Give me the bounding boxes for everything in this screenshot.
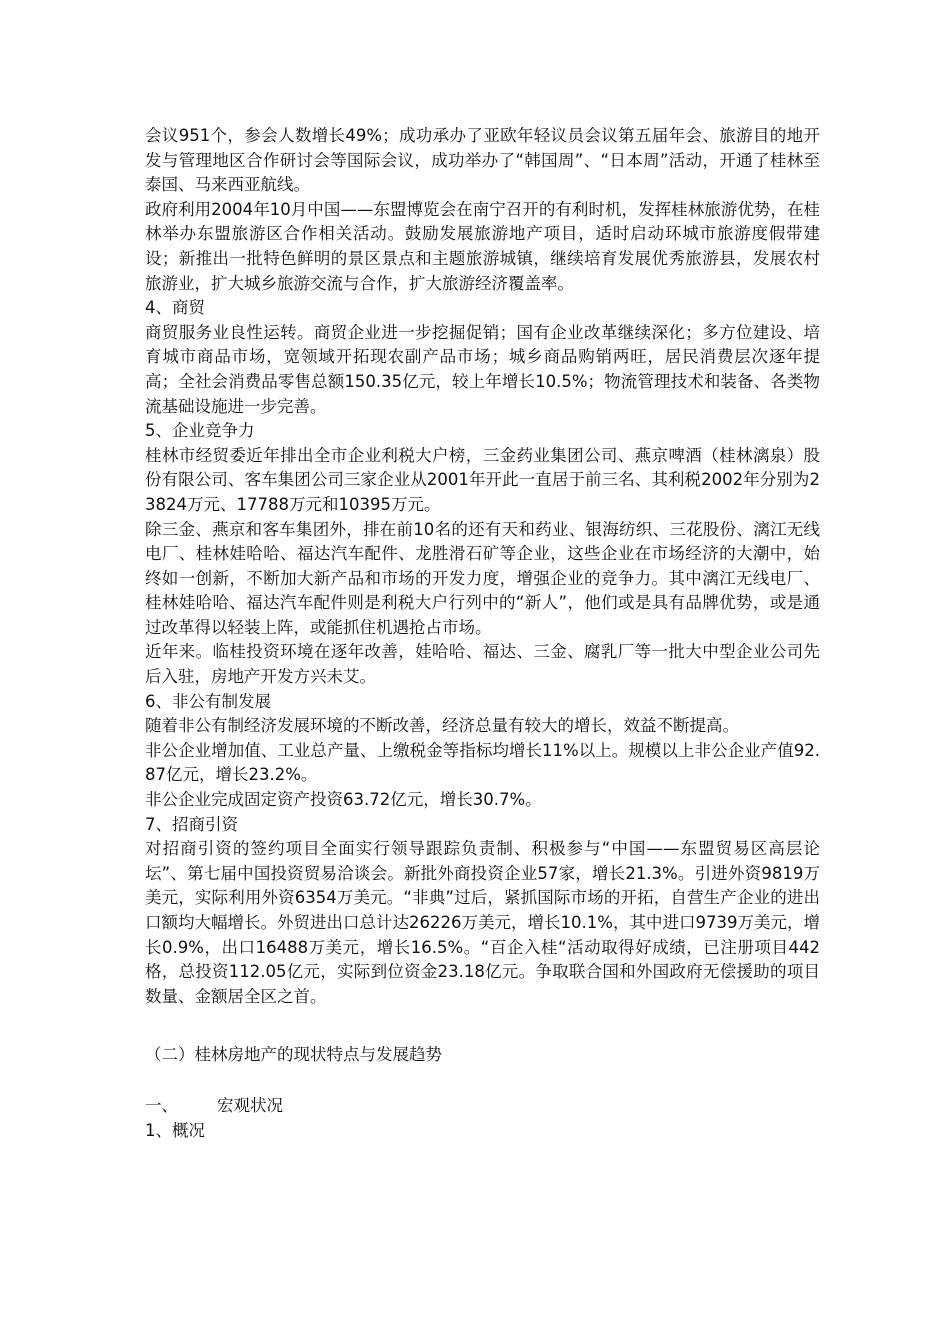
paragraph-investment: 对招商引资的签约项目全面实行领导跟踪负责制、积极参与“中国——东盟贸易区高层论坛”、第七届中国投资贸易洽谈会。新批外商投资企业57家，增长21.3%。引进外资9819万美元，实际利用外资6354万美元。“非典”过后，紧抓国际市场的开拓，自营生产企业的进出口额均大幅增长。外贸进出口总计达26226万美元，增长10.1%，其中进口9739万美元，增长0.9%，出口16488万美元，增长16.5%。“百企入桂“活动取得好成绩，已注册项目442格，总投资112.05亿元，实际到位资金23.18亿元。争取联合国和外国政府无偿援助的项目数量、金额居全区之首。 <box>145 839 820 1006</box>
overview-heading: 1、概况 <box>145 1120 205 1140</box>
paragraph-asean-expo: 政府利用2004年10月中国——东盟博览会在南宁召开的有利时机，发挥桂林旅游优势，在桂林举办东盟旅游区合作相关活动。鼓励发展旅游地产项目，适时启动环城市旅游度假带建设；新推出一批特色鲜明的景区景点和主题旅游城镇，继续培育发展优秀旅游县，发展农村旅游业，扩大城乡旅游交流与合作，扩大旅游经济覆盖率。 <box>145 199 820 293</box>
paragraph-lingui: 近年来。临桂投资环境在逐年改善，娃哈哈、福达、三金、腐乳厂等一批大中型企业公司先后入驻，房地产开发方兴未艾。 <box>145 642 820 687</box>
section-heading-competitiveness: 5、企业竞争力 <box>145 421 255 441</box>
spacer <box>145 1009 820 1043</box>
paragraph-non-public-1: 随着非公有制经济发展环境的不断改善，经济总量有较大的增长，效益不断提高。 <box>145 716 739 736</box>
section-heading-non-public: 6、非公有制发展 <box>145 691 271 711</box>
paragraph-non-public-2: 非公企业增加值、工业总产量、上缴税金等指标均增长11%以上。规模以上非公企业产值92.87亿元，增长23.2%。 <box>145 740 820 785</box>
paragraph-commerce: 商贸服务业良性运转。商贸企业进一步挖掘促销；国有企业改革继续深化；多方位建设、培育城市商品市场，宽领域开拓现农副产品市场；城乡商品购销两旺，居民消费层次逐年提高；全社会消费品零售总额150.35亿元，较上年增长10.5%；物流管理技术和装备、各类物流基础设施进一步完善。 <box>145 322 820 416</box>
macro-heading <box>145 1094 820 1119</box>
section-heading-investment: 7、招商引资 <box>145 814 238 834</box>
part-two-heading: （二）桂林房地产的现状特点与发展趋势 <box>145 1045 442 1065</box>
spacer <box>145 1068 820 1094</box>
section-heading-commerce: 4、商贸 <box>145 298 205 318</box>
macro-number: 一、 <box>145 1095 178 1115</box>
macro-title: 宏观状况 <box>217 1095 283 1115</box>
paragraph-non-public-3: 非公企业完成固定资产投资63.72亿元，增长30.7%。 <box>145 790 542 810</box>
paragraph-conference: 会议951个，参会人数增长49%；成功承办了亚欧年轻议员会议第五届年会、旅游目的地开发与管理地区合作研讨会等国际会议，成功举办了“韩国周”、“日本周”活动，开通了桂林至泰国、马来西亚航线。 <box>145 126 820 195</box>
paragraph-tax-ranking: 桂林市经贸委近年排出全市企业利税大户榜，三金药业集团公司、燕京啤酒（桂林漓泉）股份有限公司、客车集团公司三家企业从2001年开此一直居于前三名、其利税2002年分别为23824万元、17788万元和10395万元。 <box>145 445 820 514</box>
paragraph-top-ten: 除三金、燕京和客车集团外，排在前10名的还有天和药业、银海纺织、三花股份、漓江无线电厂、桂林娃哈哈、福达汽车配件、龙胜滑石矿等企业，这些企业在市场经济的大潮中，始终如一创新，不断加大新产品和市场的开发力度，增强企业的竞争力。其中漓江无线电厂、桂林娃哈哈、福达汽车配件则是利税大户行列中的“新人”，他们或是具有品牌优势，或是通过改革得以轻装上阵，或能抓住机遇抢占市场。 <box>145 519 820 637</box>
document-page <box>145 124 820 1143</box>
